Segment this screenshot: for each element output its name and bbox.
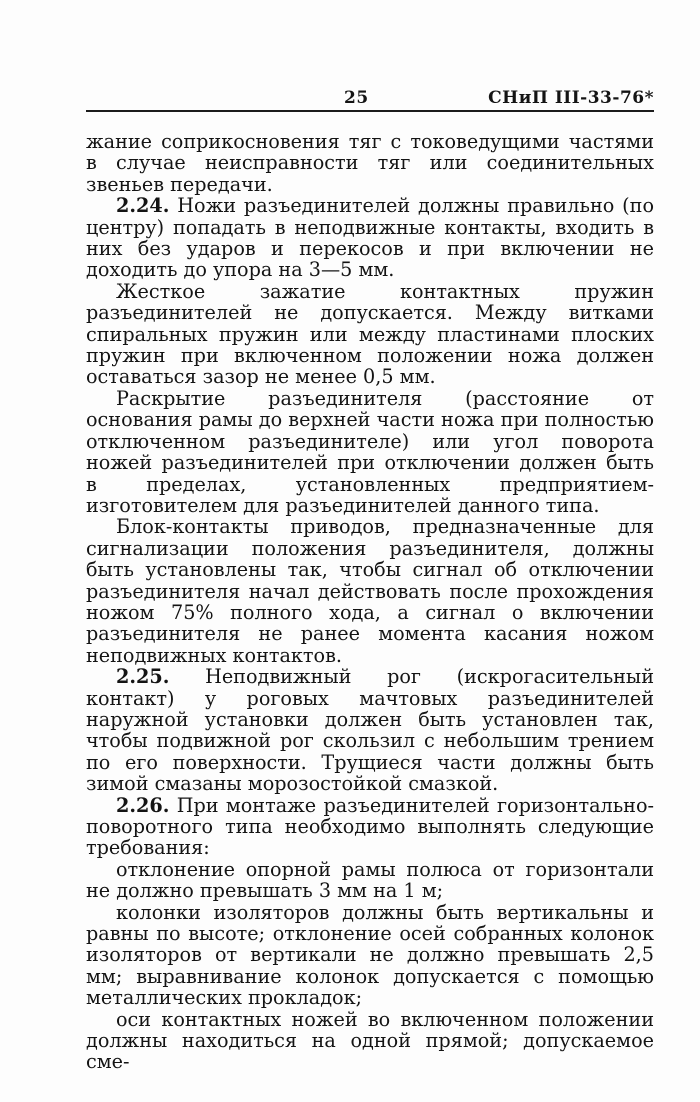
paragraph: [86, 281, 654, 388]
paragraph-text: При монтаже разъединителей горизонтально-поворотного типа необходимо выполнять следующие требования:: [86, 793, 654, 860]
paragraph-text: Раскрытие разъединителя (расстояние от основания рамы до верхней части ножа при полностью отключенном разъединителе) или угол поворота ножей разъединителей при отключении должен быть в пределах, установленных предприятием-изготовителем для разъединителей данного типа.: [86, 386, 654, 517]
document-code: СНиП III-33-76*: [488, 88, 654, 108]
clause-2-24: [86, 195, 654, 281]
header-rule: [86, 110, 654, 112]
page-number: 25: [344, 88, 369, 108]
paragraph-continuation: [86, 131, 654, 195]
clause-2-26: [86, 795, 654, 859]
clause-2-25: [86, 666, 654, 794]
clause-number: 2.24.: [116, 194, 170, 218]
paragraph-text: Блок-контакты приводов, предназначенные для сигнализации положения разъединителя, должны быть установлены так, чтобы сигнал об отключении разъединителя начал действовать после прохождения ножом 75% полного хода, а сигнал о включении разъединителя не ранее момента касания ножом неподвижных контактов.: [86, 515, 654, 667]
requirement-item: [86, 902, 654, 1009]
paragraph-text: Неподвижный рог (искрогасительный контакт) у роговых мачтовых разъединителей наружной установки должен быть установлен так, чтобы подвижной рог скользил с небольшим трением по его поверхности. Трущиеся части должны быть зимой смазаны морозостойкой смазкой.: [86, 665, 654, 796]
body-text: [86, 131, 654, 1073]
paragraph-text: колонки изоляторов должны быть вертикальны и равны по высоте; отклонение осей собранных колонок изоляторов от вертикали не должно превышать 2,5 мм; выравнивание колонок допускается с помощью металлических прокладок;: [86, 900, 654, 1010]
paragraph-text: Ножи разъединителей должны правильно (по центру) попадать в неподвижные контакты, входить в них без ударов и перекосов и при включении не доходить до упора на 3—5 мм.: [86, 194, 654, 282]
paragraph-text: отклонение опорной рамы полюса от горизонтали не должно превышать 3 мм на 1 м;: [86, 857, 654, 903]
paragraph-text: оси контактных ножей во включенном положении должны находиться на одной прямой; допускаемое сме-: [86, 1007, 654, 1074]
clause-number: 2.26.: [116, 793, 170, 817]
paragraph-text: Жесткое зажатие контактных пружин разъединителей не допускается. Между витками спиральных пружин или между пластинами плоских пружин при включенном положении ножа должен оставаться зазор не менее 0,5 мм.: [86, 279, 654, 389]
paragraph: [86, 516, 654, 666]
clause-number: 2.25.: [116, 665, 170, 689]
requirement-item: [86, 859, 654, 902]
requirement-item: [86, 1009, 654, 1073]
paragraph-text: жание соприкосновения тяг с токоведущими частями в случае неисправности тяг или соединительных звеньев передачи.: [86, 130, 654, 196]
page-header: [86, 84, 654, 114]
paragraph: [86, 388, 654, 516]
